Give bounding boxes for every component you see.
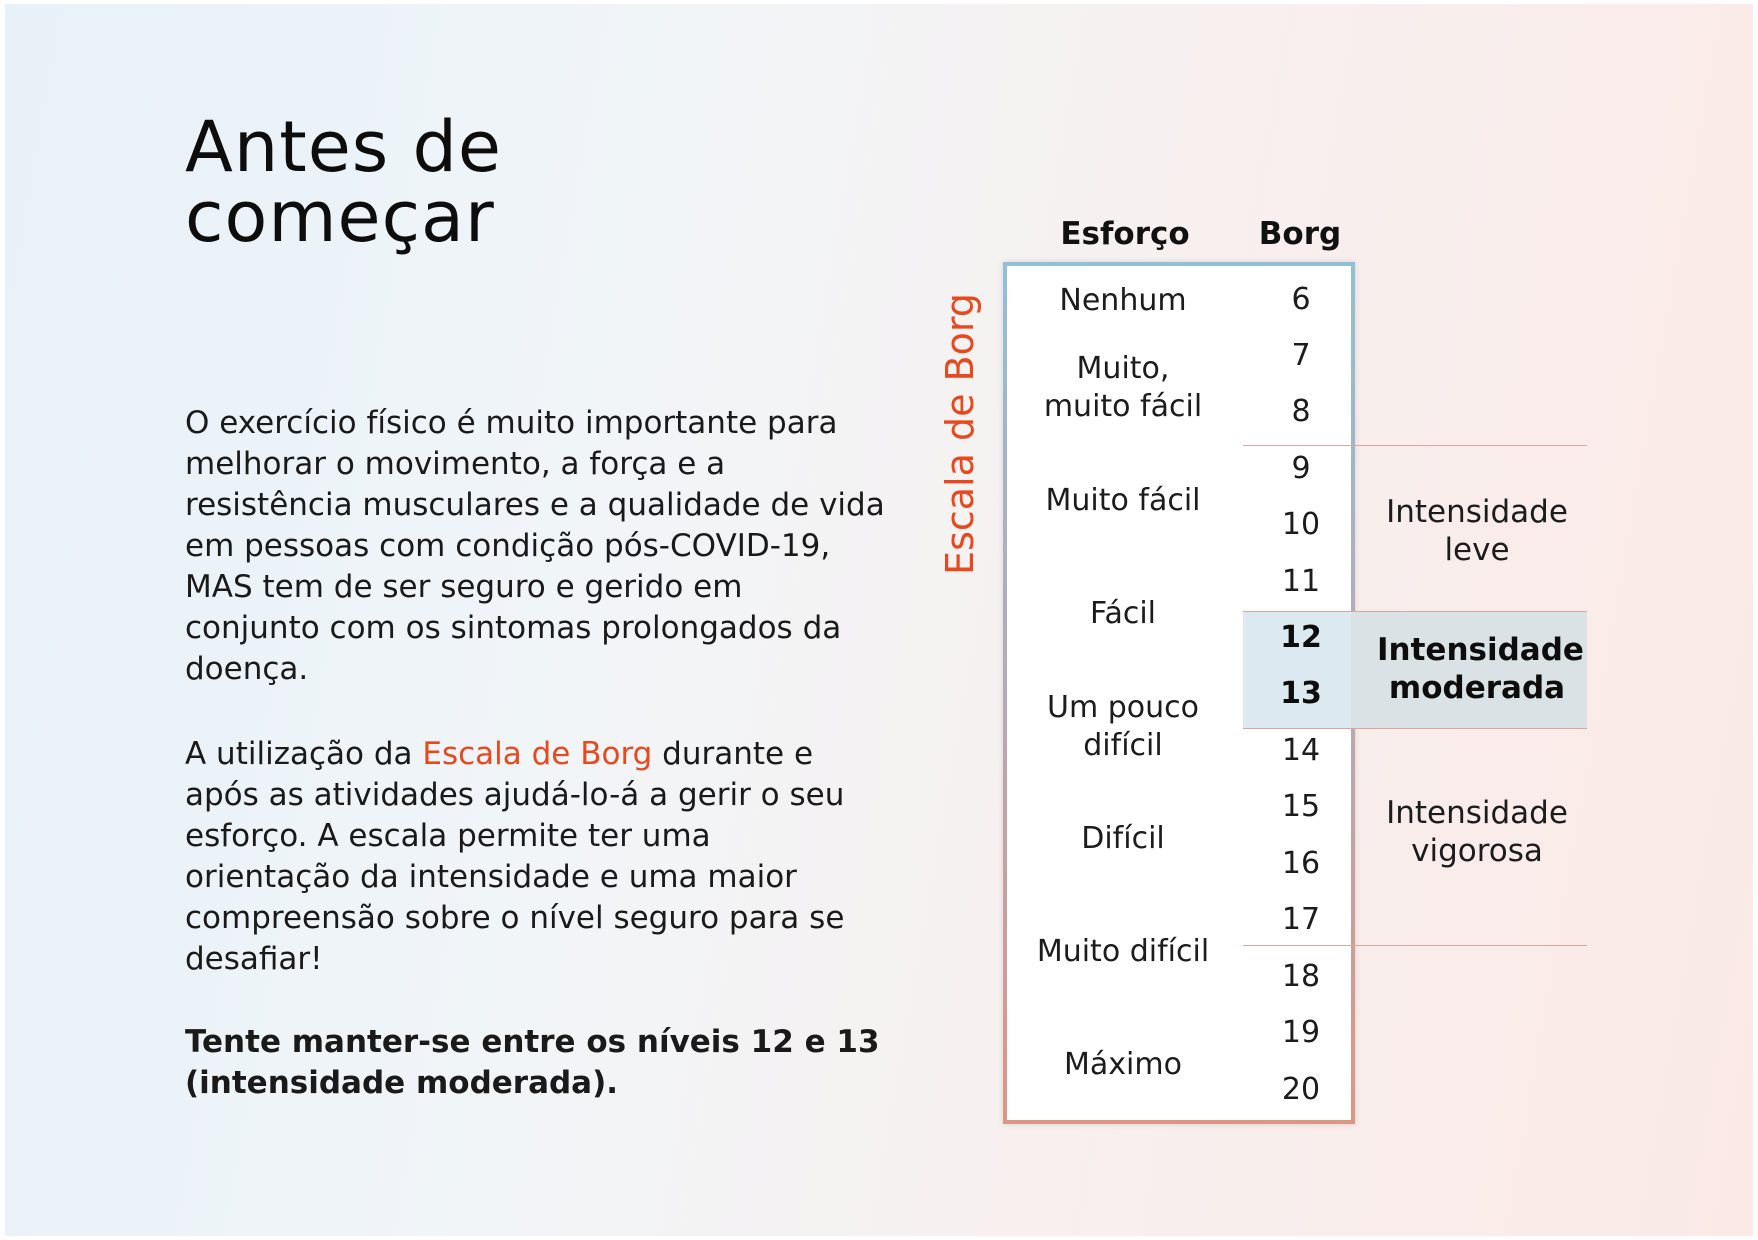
borg-number-8: 8 <box>1291 394 1311 429</box>
page-title-line-1: Antes de <box>185 106 502 188</box>
tip-text: Tente manter-se entre os níveis 12 e 13 (intensidade moderada). <box>185 1024 880 1101</box>
zone-label-moderada <box>1377 631 1584 707</box>
borg-number-11: 11 <box>1281 564 1321 599</box>
borg-column-header: Borg <box>1258 216 1342 252</box>
zone-label-line: Intensidade <box>1377 632 1584 668</box>
scale-vertical-title-text: Escala de Borg <box>938 293 982 575</box>
effort-label-line: Fácil <box>1089 596 1157 631</box>
effort-label-muito-facil <box>1030 482 1216 520</box>
intro-text: O exercício físico é muito importante para melhorar o movimento, a força e a resistência musculares e a qualidade de vida em pessoas com condição pós-COVID-19, MAS tem de ser seguro e gerido em conjunto com os sintomas prolongados da doença. <box>185 405 885 687</box>
page <box>5 4 1753 1236</box>
zone-divider-moderate-end <box>1243 728 1587 729</box>
zone-label-line: Intensidade <box>1386 494 1568 530</box>
effort-label-line: Difícil <box>1081 821 1165 856</box>
scale-vertical-title <box>940 274 980 594</box>
effort-label-dificil <box>1030 820 1216 858</box>
borg-number-18: 18 <box>1281 959 1321 994</box>
zone-label-line: vigorosa <box>1411 833 1543 869</box>
borg-scale-highlight: Escala de Borg <box>422 736 653 772</box>
intro-paragraph <box>185 403 885 690</box>
borg-number-14: 14 <box>1281 733 1321 768</box>
tip-paragraph <box>185 1022 885 1104</box>
borg-usage-paragraph <box>185 734 885 980</box>
effort-label-line: Muito fácil <box>1045 483 1201 518</box>
borg-usage-text <box>185 734 885 980</box>
borg-number-13: 13 <box>1280 676 1322 711</box>
effort-label-nenhum <box>1030 282 1216 320</box>
zone-label-line: leve <box>1444 532 1510 568</box>
effort-label-facil <box>1030 595 1216 633</box>
zone-label-line: Intensidade <box>1386 795 1568 831</box>
effort-label-line: Muito, <box>1076 351 1170 386</box>
effort-label-maximo <box>1030 1046 1216 1084</box>
zone-label-leve <box>1377 493 1577 569</box>
effort-label-line: Máximo <box>1064 1047 1182 1082</box>
zone-divider-bottom <box>1243 945 1587 946</box>
borg-number-17: 17 <box>1281 902 1321 937</box>
effort-label-um-pouco-dificil <box>1030 689 1216 765</box>
borg-number-7: 7 <box>1291 338 1311 373</box>
borg-usage-after: durante e após as atividades ajudá-lo-á a gerir o seu esforço. A escala permite ter uma orientação da intensidade e uma maior compreensão sobre o nível seguro para se desafiar! <box>185 736 845 977</box>
borg-number-12: 12 <box>1280 620 1322 655</box>
borg-number-9: 9 <box>1291 451 1311 486</box>
effort-label-line: Muito difícil <box>1036 934 1210 969</box>
borg-number-19: 19 <box>1281 1015 1321 1050</box>
zone-label-vigorosa <box>1377 794 1577 870</box>
effort-column-header: Esforço <box>1060 216 1190 252</box>
borg-number-15: 15 <box>1281 789 1321 824</box>
page-title-line-2: começar <box>185 176 495 258</box>
effort-label-line: muito fácil <box>1043 389 1203 424</box>
zone-divider-moderate-start <box>1243 611 1587 612</box>
effort-label-muito-dificil <box>1030 933 1216 971</box>
borg-usage-before: A utilização da <box>185 736 423 772</box>
effort-label-line: Um pouco <box>1047 690 1199 725</box>
borg-number-10: 10 <box>1281 507 1321 542</box>
borg-number-6: 6 <box>1291 282 1311 317</box>
borg-number-16: 16 <box>1281 846 1321 881</box>
page-title <box>185 106 502 258</box>
effort-label-line: Nenhum <box>1059 283 1187 318</box>
effort-label-line: difícil <box>1083 728 1163 763</box>
effort-label-muito-muito-facil <box>1030 350 1216 426</box>
borg-number-20: 20 <box>1281 1072 1321 1107</box>
zone-label-line: moderada <box>1388 670 1566 706</box>
zone-divider-top <box>1243 445 1587 446</box>
